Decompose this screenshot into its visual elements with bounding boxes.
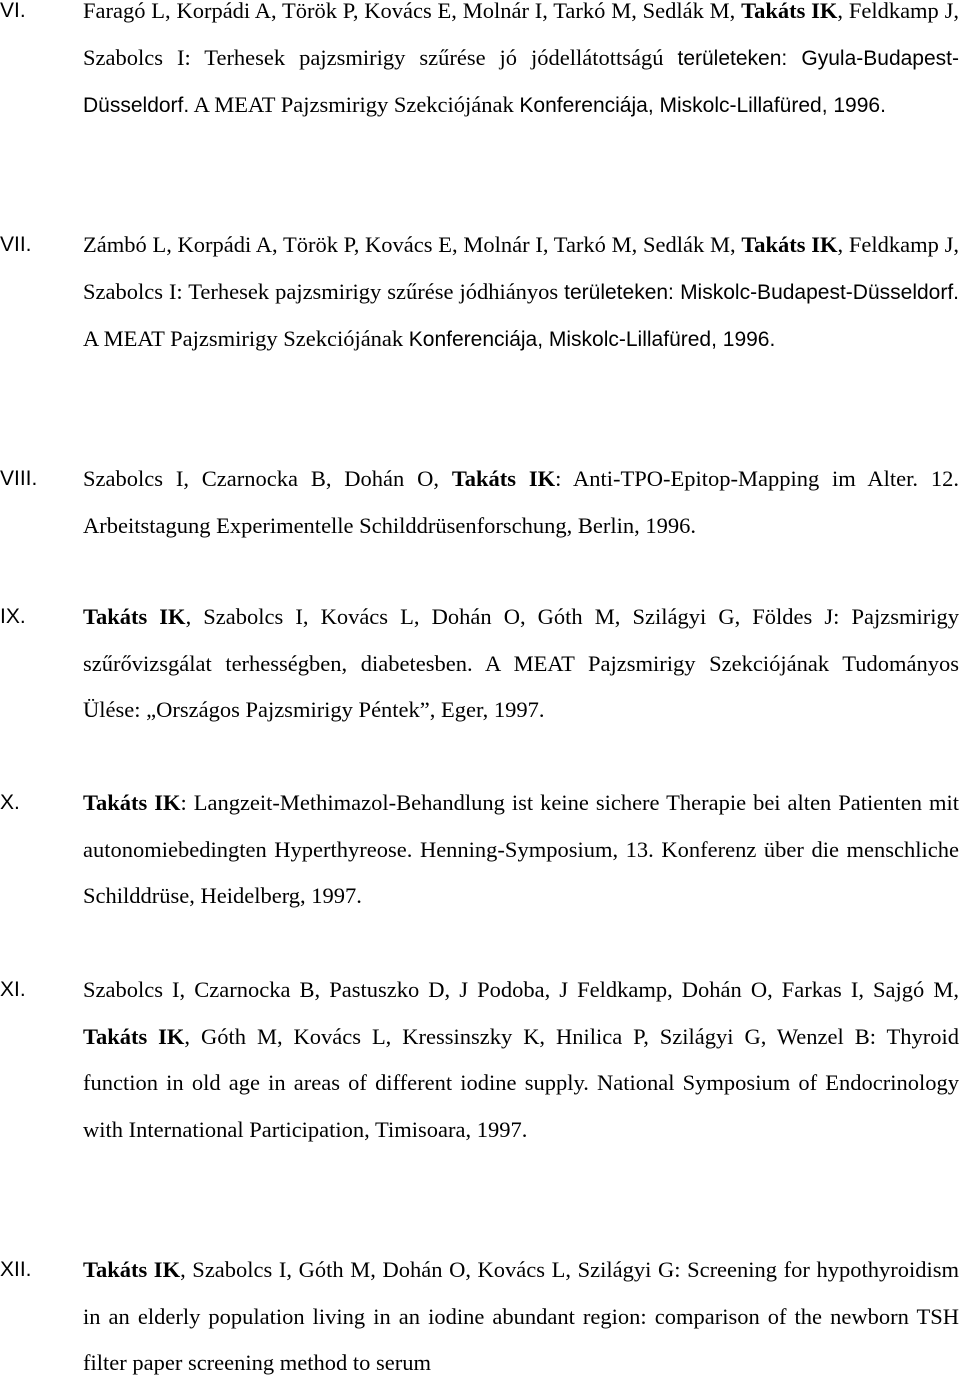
reference-number: VI. [0,0,26,22]
reference-text-part: Szabolcs I, Czarnocka B, Pastuszko D, J Podoba, J Feldkamp, Dohán O, Farkas I, Sajgó M, [83,977,959,1002]
reference-text [83,222,959,364]
reference-text-part: , Góth M, Kovács L, Kressinszky K, Hnilica P, Szilágyi G, Wenzel B: Thyroid function in old age in areas of different iodine supply. National Symposium of Endocrinology with International Participation, Timisoara, 1997. [83,1023,959,1142]
highlighted-author: Takáts IK [741,0,838,23]
reference-number: IX. [0,605,26,628]
reference-text [83,780,959,920]
reference-number: X. [0,791,20,814]
reference-text-part: területeken: Miskolc-Budapest-Düsseldorf. [564,280,959,304]
reference-text-part: Konferenciája, Miskolc-Lillafüred, 1996. [408,328,776,351]
highlighted-author: Takáts IK [83,604,186,629]
highlighted-author: Takáts IK [83,1023,185,1049]
highlighted-author: Takáts IK [83,790,181,815]
reference-text-part: Konferenciája, Miskolc-Lillafüred, 1996. [519,94,886,117]
reference-number: VIII. [0,467,38,490]
reference-text [83,594,959,734]
reference-text-part: , Szabolcs I, Góth M, Dohán O, Kovács L, Szilágyi G: Screening for hypothyroidism in an elderly population living in an iodine abundant region: comparison of the newborn TSH filter paper screening method to serum [83,1257,959,1375]
reference-text-part: A MEAT Pajzsmirigy Szekciójának [83,326,409,351]
reference-text-part: , Szabolcs I, Kovács L, Dohán O, Góth M, Szilágyi G, Földes J: Pajzsmirigy szűrővizsgálat terhességben, diabetesben. A MEAT Pajzsmirigy Szekciójának Tudományos Ülése: „Országos Pajzsmirigy Péntek”, Eger, 1997. [83,604,959,722]
reference-text [83,0,959,130]
reference-number: XII. [0,1258,32,1281]
reference-text-part: Szabolcs I, Czarnocka B, Dohán O, [83,466,452,491]
highlighted-author: Takáts IK [83,1257,181,1282]
highlighted-author: Takáts IK [741,232,838,257]
reference-text [83,1247,959,1387]
reference-text [83,967,959,1153]
reference-text-part: , Feldkamp J, Szabolcs I: Terhesek pajzsmirigy szűrése jó jódellátottságú [83,0,959,70]
reference-text-part: területeken: Gyula-Budapest-Düsseldorf. [83,46,959,117]
reference-text-part: , Feldkamp J, Szabolcs I: Terhesek pajzsmirigy szűrése jódhiányos [83,232,959,304]
reference-number: XI. [0,978,26,1001]
reference-text-part: : Anti-TPO-Epitop-Mapping im Alter. 12. Arbeitstagung Experimentelle Schilddrüsenforschung, Berlin, 1996. [83,466,959,538]
reference-text-part: : Langzeit-Methimazol-Behandlung ist keine sichere Therapie bei alten Patienten mit autonomiebedingten Hyperthyreose. Henning-Symposium, 13. Konferenz über die menschliche Schilddrüse, Heidelberg, 1997. [83,790,959,908]
reference-text [83,456,959,549]
reference-number: VII. [0,233,32,256]
reference-text-part: A MEAT Pajzsmirigy Szekciójának [189,92,520,117]
highlighted-author: Takáts IK [451,466,556,491]
reference-text-part: Faragó L, Korpádi A, Török P, Kovács E, Molnár I, Tarkó M, Sedlák M, [83,0,742,23]
reference-text-part: Zámbó L, Korpádi A, Török P, Kovács E, Molnár I, Tarkó M, Sedlák M, [83,232,742,257]
